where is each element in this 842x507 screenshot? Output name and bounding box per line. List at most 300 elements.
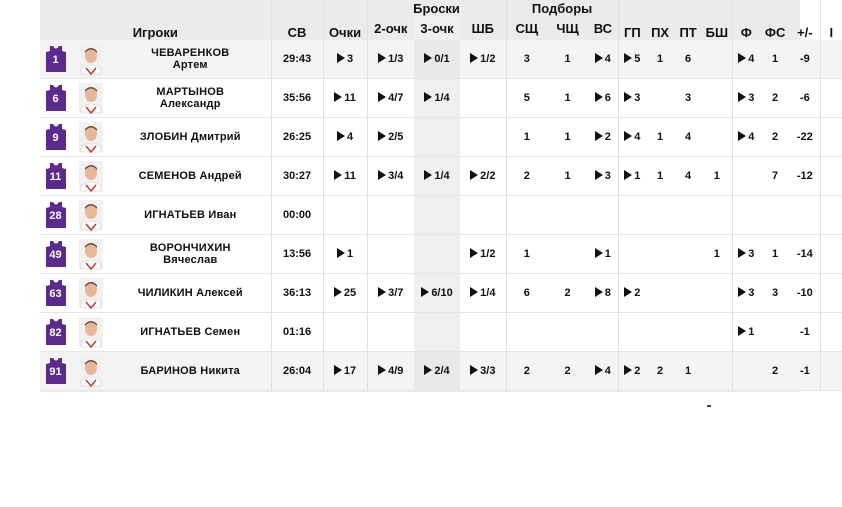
stat-vs — [588, 196, 618, 235]
stat-value: 3 — [748, 287, 755, 299]
col-last: I — [820, 0, 842, 40]
col-sv[interactable]: СВ — [271, 0, 323, 40]
stat-vs — [588, 313, 618, 352]
play-arrow-icon — [624, 287, 632, 297]
stat-value: 4 — [685, 131, 692, 143]
player-name-cell — [110, 40, 271, 79]
stat-value: 1 — [634, 170, 641, 182]
table-row[interactable] — [40, 196, 842, 235]
play-arrow-icon — [470, 365, 478, 375]
play-arrow-icon — [421, 287, 429, 297]
stat-f[interactable] — [732, 118, 760, 157]
stat-value: 26:04 — [282, 365, 312, 377]
player-photo[interactable] — [79, 317, 103, 347]
stat-value: 1 — [748, 326, 755, 338]
stat-points[interactable] — [323, 235, 367, 274]
jersey-cell — [40, 196, 71, 235]
stat-vs[interactable] — [588, 352, 618, 391]
stat-value: 4 — [604, 365, 611, 377]
stat-value: 1/4 — [480, 287, 496, 299]
stat-points — [323, 196, 367, 235]
boxscore-table — [40, 0, 842, 391]
stat-value: 3/4 — [388, 170, 404, 182]
stat-vs[interactable] — [588, 79, 618, 118]
stat-value: 2 — [772, 365, 779, 377]
stat-value: 1 — [657, 131, 664, 143]
player-photo[interactable] — [79, 83, 103, 113]
scroll-marker — [707, 405, 711, 407]
stat-fs — [760, 235, 790, 274]
jersey-icon — [45, 201, 67, 229]
play-arrow-icon — [424, 365, 432, 375]
stat-pm — [790, 352, 820, 391]
stat-value: 0/1 — [434, 53, 450, 65]
stat-value: 1 — [523, 131, 530, 143]
stat-value: 3 — [772, 287, 779, 299]
stat-chshch — [547, 274, 588, 313]
stat-ph — [646, 196, 674, 235]
play-arrow-icon — [337, 53, 345, 63]
jersey-number: 91 — [49, 366, 62, 378]
stat-bsh — [702, 196, 732, 235]
stat-value: 2 — [634, 287, 641, 299]
table-row[interactable] — [40, 274, 842, 313]
stat-value: 3 — [604, 170, 611, 182]
stat-value: 6 — [685, 53, 692, 65]
stat-f[interactable] — [732, 235, 760, 274]
player-name-line1: СЕМЕНОВ Андрей — [138, 170, 242, 182]
stat-value: 11 — [344, 170, 356, 182]
stat-points[interactable] — [323, 157, 367, 196]
col-gp[interactable]: ГП — [618, 0, 646, 40]
stat-pt — [674, 157, 702, 196]
stat-fs — [760, 40, 790, 79]
stat-two[interactable] — [367, 157, 414, 196]
play-arrow-icon — [624, 53, 632, 63]
stat-sb — [460, 313, 506, 352]
stat-value: 1 — [772, 248, 779, 260]
player-name[interactable] — [110, 47, 271, 71]
stat-value: 3 — [748, 248, 755, 260]
photo-cell — [71, 79, 110, 118]
player-name[interactable] — [110, 365, 271, 377]
stat-ph — [646, 235, 674, 274]
col-fs[interactable]: ФС — [764, 25, 786, 40]
stat-pt — [674, 313, 702, 352]
player-photo[interactable] — [79, 239, 103, 269]
stat-bsh — [702, 313, 732, 352]
play-arrow-icon — [595, 248, 603, 258]
play-arrow-icon — [424, 92, 432, 102]
stat-sv — [271, 313, 323, 352]
player-name-line1: ЧИЛИКИН Алексей — [137, 287, 243, 299]
stat-pt — [674, 79, 702, 118]
play-arrow-icon — [624, 170, 632, 180]
player-name-cell — [110, 274, 271, 313]
player-name[interactable] — [110, 170, 271, 182]
jersey-cell — [40, 118, 71, 157]
stat-points[interactable] — [323, 118, 367, 157]
stat-value: -10 — [796, 287, 813, 299]
play-arrow-icon — [595, 92, 603, 102]
play-arrow-icon — [738, 131, 746, 141]
stat-sshch — [506, 352, 547, 391]
play-arrow-icon — [424, 170, 432, 180]
stat-overflow — [820, 235, 842, 274]
stat-value: 2 — [604, 131, 611, 143]
stat-gp — [618, 235, 646, 274]
col-bsh[interactable]: БШ — [705, 25, 729, 40]
stat-value: 4/9 — [388, 365, 404, 377]
stat-sb[interactable] — [460, 235, 506, 274]
stat-value: -14 — [796, 248, 813, 260]
stat-gp[interactable] — [618, 157, 646, 196]
stat-value: 1 — [523, 248, 530, 260]
jersey-number: 63 — [49, 288, 62, 300]
stat-chshch — [547, 235, 588, 274]
stat-value: 1/4 — [434, 92, 450, 104]
player-name-cell — [110, 118, 271, 157]
stat-f[interactable] — [732, 274, 760, 313]
stat-two[interactable] — [367, 274, 414, 313]
col-plus-minus[interactable]: +/- — [797, 25, 813, 40]
stat-value: 3 — [346, 53, 354, 65]
stat-three[interactable] — [414, 79, 460, 118]
player-name[interactable] — [110, 86, 271, 110]
stat-value: 7 — [772, 170, 779, 182]
play-arrow-icon — [595, 53, 603, 63]
player-photo[interactable] — [79, 122, 103, 152]
stat-value: 26:25 — [282, 131, 312, 143]
stat-pm — [790, 235, 820, 274]
stat-value: 4 — [685, 170, 692, 182]
stat-fs — [760, 274, 790, 313]
stat-three[interactable] — [414, 274, 460, 313]
stat-two — [367, 235, 414, 274]
stat-sshch — [506, 79, 547, 118]
stat-bsh — [702, 40, 732, 79]
stat-sshch — [506, 313, 547, 352]
col-three-pt[interactable]: 3-очк — [414, 16, 460, 40]
stat-value: 4 — [748, 53, 755, 65]
stat-ph — [646, 352, 674, 391]
stat-bsh — [702, 118, 732, 157]
stat-ph — [646, 40, 674, 79]
stat-chshch — [547, 118, 588, 157]
photo-cell — [71, 274, 110, 313]
stat-fs — [760, 196, 790, 235]
photo-cell — [71, 40, 110, 79]
stat-value: 13:56 — [282, 248, 312, 260]
stat-sb — [460, 79, 506, 118]
stat-overflow — [820, 118, 842, 157]
col-vs[interactable]: ВС — [593, 20, 612, 36]
jersey-cell — [40, 157, 71, 196]
stat-three — [414, 313, 460, 352]
stat-points[interactable] — [323, 274, 367, 313]
jersey-number: 6 — [52, 93, 59, 105]
stat-value: 3 — [748, 92, 755, 104]
stat-value: 2 — [634, 365, 641, 377]
player-photo[interactable] — [79, 356, 103, 386]
table-row[interactable] — [40, 352, 842, 391]
table-row[interactable] — [40, 157, 842, 196]
stat-pt — [674, 352, 702, 391]
stat-sv — [271, 196, 323, 235]
stat-value: 1 — [657, 53, 664, 65]
stat-gp[interactable] — [618, 79, 646, 118]
play-arrow-icon — [337, 131, 345, 141]
player-name-line1: БАРИНОВ Никита — [140, 365, 240, 377]
stat-value: 8 — [604, 287, 611, 299]
stat-value: 4 — [604, 53, 611, 65]
player-name[interactable] — [110, 287, 271, 299]
col-two-pt[interactable]: 2-очк — [367, 16, 414, 40]
col-players[interactable]: Игроки — [132, 25, 178, 40]
jersey-icon — [45, 318, 67, 346]
stat-gp — [618, 196, 646, 235]
photo-cell — [71, 118, 110, 157]
stat-value: 3/7 — [388, 287, 404, 299]
player-name-cell — [110, 157, 271, 196]
stat-value: 2 — [564, 287, 571, 299]
stat-two[interactable] — [367, 352, 414, 391]
stat-value: 2 — [772, 131, 779, 143]
stat-f[interactable] — [732, 313, 760, 352]
stat-sv — [271, 352, 323, 391]
stat-pt — [674, 196, 702, 235]
stat-sb[interactable] — [460, 274, 506, 313]
stat-points[interactable] — [323, 40, 367, 79]
stat-fs — [760, 157, 790, 196]
stat-chshch — [547, 40, 588, 79]
jersey-icon — [45, 357, 67, 385]
stat-points[interactable] — [323, 79, 367, 118]
stat-vs[interactable] — [588, 118, 618, 157]
stat-value: 17 — [343, 365, 357, 377]
stat-value: -9 — [799, 53, 810, 65]
jersey-number: 28 — [49, 210, 62, 222]
stat-f — [732, 196, 760, 235]
col-shots-group: Броски — [367, 0, 506, 16]
stat-f[interactable] — [732, 40, 760, 79]
stat-three[interactable] — [414, 157, 460, 196]
jersey-cell — [40, 352, 71, 391]
stat-chshch — [547, 79, 588, 118]
boxscore-panel — [40, 0, 834, 405]
stat-sshch — [506, 274, 547, 313]
stat-ph — [646, 157, 674, 196]
player-name-line1: ИГНАТЬЕВ Семен — [140, 326, 241, 338]
stat-value: 3 — [634, 92, 641, 104]
table-row[interactable] — [40, 118, 842, 157]
stat-overflow — [820, 79, 842, 118]
table-row[interactable] — [40, 235, 842, 274]
jersey-number: 49 — [49, 249, 62, 261]
stat-two — [367, 196, 414, 235]
jersey-number: 1 — [52, 54, 59, 66]
stat-value: 6 — [604, 92, 611, 104]
play-arrow-icon — [334, 365, 342, 375]
stat-gp — [618, 313, 646, 352]
player-name-line2: Александр — [159, 98, 221, 110]
stat-value: -1 — [799, 365, 810, 377]
play-arrow-icon — [378, 287, 386, 297]
jersey-number: 9 — [52, 132, 59, 144]
stat-overflow — [820, 274, 842, 313]
stat-sv — [271, 157, 323, 196]
stat-value: 4 — [634, 131, 641, 143]
stat-overflow — [820, 157, 842, 196]
stat-three[interactable] — [414, 352, 460, 391]
play-arrow-icon — [738, 326, 746, 336]
stat-overflow — [820, 40, 842, 79]
player-photo[interactable] — [79, 278, 103, 308]
stat-sb — [460, 196, 506, 235]
stat-value: 1 — [564, 92, 571, 104]
stat-value: 4/7 — [388, 92, 404, 104]
stat-value: 2 — [657, 365, 664, 377]
stat-fs — [760, 118, 790, 157]
stat-value: 29:43 — [282, 53, 312, 65]
col-sshch[interactable]: СЩ — [506, 16, 547, 40]
stat-two[interactable] — [367, 40, 414, 79]
stat-value: 1 — [713, 170, 720, 182]
player-name-line1: ЗЛОБИН Дмитрий — [139, 131, 241, 143]
stat-fs — [760, 79, 790, 118]
jersey-icon — [45, 162, 67, 190]
play-arrow-icon — [470, 248, 478, 258]
stat-fs — [760, 352, 790, 391]
stat-bsh — [702, 157, 732, 196]
stat-bsh — [702, 352, 732, 391]
stat-value: 3 — [523, 53, 530, 65]
player-name-line2: Артем — [172, 59, 208, 71]
stat-gp[interactable] — [618, 40, 646, 79]
play-arrow-icon — [470, 287, 478, 297]
play-arrow-icon — [595, 287, 603, 297]
stat-vs[interactable] — [588, 274, 618, 313]
stat-value: 1 — [657, 170, 664, 182]
stat-gp[interactable] — [618, 274, 646, 313]
stat-sb — [460, 118, 506, 157]
player-name-cell — [110, 313, 271, 352]
stat-sb[interactable] — [460, 352, 506, 391]
play-arrow-icon — [378, 365, 386, 375]
stat-value: 2 — [523, 365, 530, 377]
stat-vs[interactable] — [588, 40, 618, 79]
player-name[interactable] — [110, 242, 271, 266]
stat-value: 35:56 — [282, 92, 312, 104]
play-arrow-icon — [334, 287, 342, 297]
stat-sb[interactable] — [460, 157, 506, 196]
stat-vs[interactable] — [588, 235, 618, 274]
play-arrow-icon — [470, 170, 478, 180]
player-name-line1: ЧЕВАРЕНКОВ — [151, 47, 230, 59]
stat-value: 25 — [343, 287, 357, 299]
stat-chshch — [547, 196, 588, 235]
jersey-cell — [40, 313, 71, 352]
stat-bsh — [702, 235, 732, 274]
stat-pt — [674, 40, 702, 79]
col-rebounds-group: Подборы — [506, 0, 618, 16]
jersey-icon — [45, 240, 67, 268]
stat-sv — [271, 40, 323, 79]
table-row[interactable] — [40, 79, 842, 118]
stat-value: 1/2 — [480, 53, 496, 65]
stat-f[interactable] — [732, 79, 760, 118]
play-arrow-icon — [624, 131, 632, 141]
player-name[interactable] — [110, 326, 271, 338]
photo-cell — [71, 352, 110, 391]
stat-points[interactable] — [323, 352, 367, 391]
stat-value: 5 — [523, 92, 530, 104]
stat-value: 1 — [564, 170, 571, 182]
player-name[interactable] — [110, 209, 271, 221]
player-photo[interactable] — [79, 161, 103, 191]
stat-value: 1 — [713, 248, 720, 260]
stat-gp[interactable] — [618, 352, 646, 391]
play-arrow-icon — [337, 248, 345, 258]
stat-value: 1/3 — [388, 53, 404, 65]
stat-sshch — [506, 118, 547, 157]
player-name-cell — [110, 196, 271, 235]
stat-value: 00:00 — [282, 209, 312, 221]
stat-three[interactable] — [414, 40, 460, 79]
stat-ph — [646, 118, 674, 157]
stat-pt — [674, 118, 702, 157]
col-ph[interactable]: ПХ — [651, 25, 670, 40]
play-arrow-icon — [378, 170, 386, 180]
stat-sv — [271, 118, 323, 157]
stat-two[interactable] — [367, 79, 414, 118]
stat-ph — [646, 313, 674, 352]
stat-f — [732, 352, 760, 391]
jersey-cell — [40, 235, 71, 274]
player-photo[interactable] — [79, 44, 103, 74]
jersey-icon — [45, 84, 67, 112]
col-pt[interactable]: ПТ — [679, 25, 697, 40]
col-sb[interactable]: ШБ — [471, 20, 494, 36]
stat-sshch — [506, 40, 547, 79]
table-row[interactable] — [40, 40, 842, 79]
play-arrow-icon — [334, 170, 342, 180]
stat-two[interactable] — [367, 118, 414, 157]
stat-gp[interactable] — [618, 118, 646, 157]
stat-vs[interactable] — [588, 157, 618, 196]
stat-value: 6/10 — [431, 287, 453, 299]
play-arrow-icon — [378, 92, 386, 102]
table-row[interactable] — [40, 313, 842, 352]
stat-pm — [790, 157, 820, 196]
jersey-number: 11 — [49, 171, 62, 183]
player-name[interactable] — [110, 131, 271, 143]
player-photo[interactable] — [79, 200, 103, 230]
stat-pt — [674, 274, 702, 313]
play-arrow-icon — [738, 53, 746, 63]
col-f[interactable]: Ф — [732, 0, 760, 40]
stat-value: 1 — [685, 365, 692, 377]
col-chshch[interactable]: ЧЩ — [556, 20, 579, 36]
play-arrow-icon — [738, 287, 746, 297]
play-arrow-icon — [378, 131, 386, 141]
player-name-line1: ИГНАТЬЕВ Иван — [144, 209, 237, 221]
stat-sb[interactable] — [460, 40, 506, 79]
stat-value: 01:16 — [282, 326, 312, 338]
stat-overflow — [820, 313, 842, 352]
col-points[interactable]: Очки — [323, 0, 367, 40]
jersey-cell — [40, 274, 71, 313]
